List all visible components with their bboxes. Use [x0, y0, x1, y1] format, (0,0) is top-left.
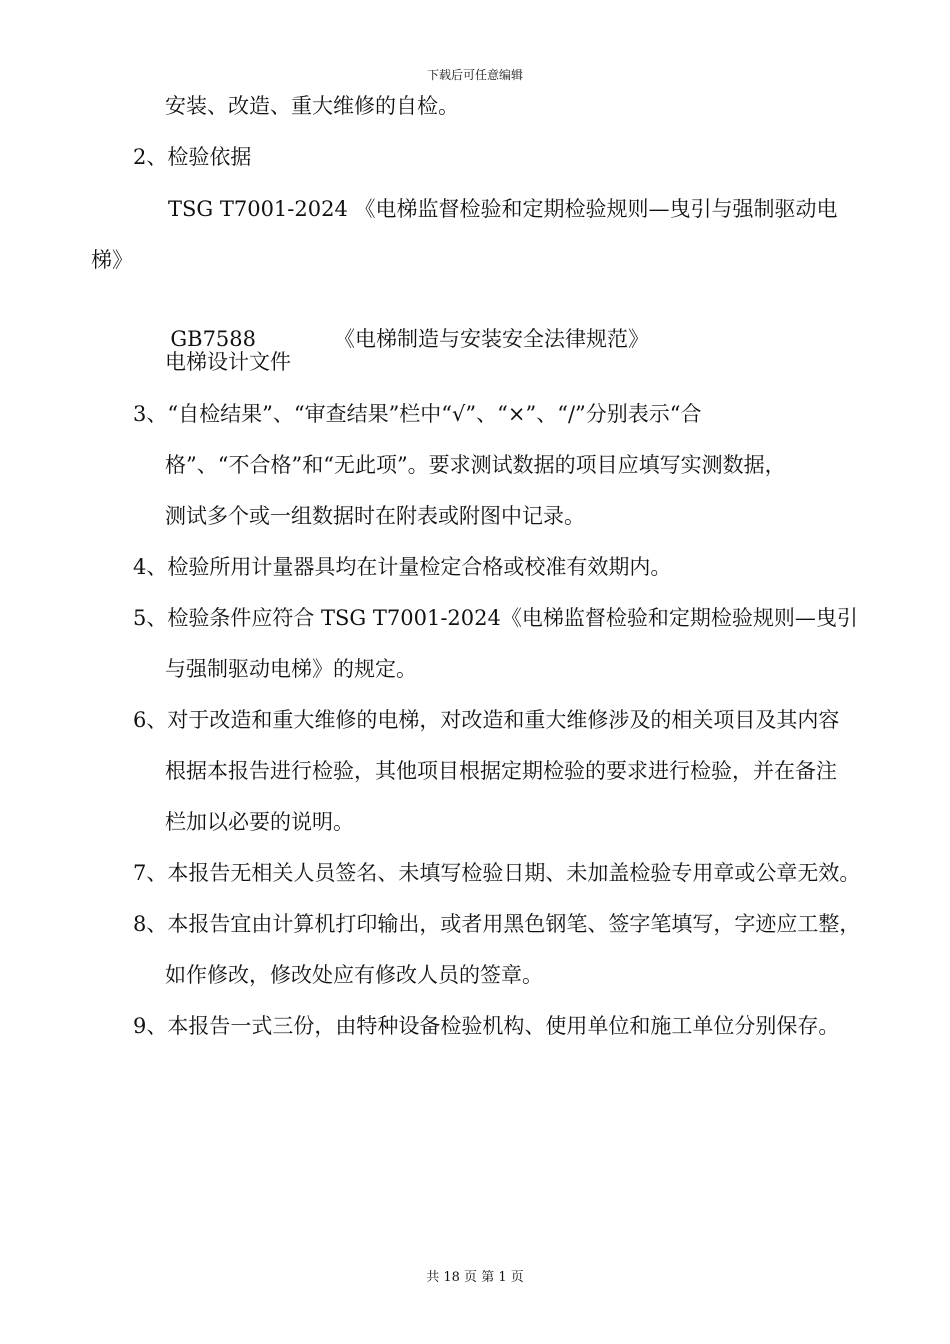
- text-line: 与强制驱动电梯》的规定。: [165, 657, 417, 681]
- page-footer: 共 18 页 第 1 页: [426, 1270, 524, 1285]
- text-line: TSG T7001-2024 《电梯监督检验和定期检验规则—曳引与强制驱动电: [168, 197, 838, 221]
- list-item: 4、检验所用计量器具均在计量检定合格或校准有效期内。: [133, 555, 672, 579]
- text-line: 测试多个或一组数据时在附表或附图中记录。: [165, 504, 585, 528]
- page-header: 下载后可任意编辑: [426, 68, 523, 82]
- list-item: 3、“自检结果”、“审查结果”栏中“√”、“×”、“/”分别表示“合: [133, 402, 702, 426]
- text-line: 梯》: [91, 248, 133, 272]
- list-item: 6、对于改造和重大维修的电梯，对改造和重大维修涉及的相关项目及其内容: [133, 708, 840, 732]
- standard-title: 《电梯制造与安装安全法律规范》: [334, 327, 650, 351]
- list-item: 5、检验条件应符合 TSG T7001-2024《电梯监督检验和定期检验规则—曳引: [133, 606, 858, 630]
- text-line: 电梯设计文件: [165, 350, 291, 374]
- text-line: 根据本报告进行检验，其他项目根据定期检验的要求进行检验，并在备注: [165, 759, 837, 783]
- section-heading: 2、检验依据: [133, 145, 252, 169]
- text-line: 安装、改造、重大维修的自检。: [165, 94, 459, 118]
- list-item: 8、本报告宜由计算机打印输出，或者用黑色钢笔、签字笔填写，字迹应工整，: [133, 912, 861, 936]
- standard-code: GB7588: [170, 327, 257, 351]
- list-item: 9、本报告一式三份，由特种设备检验机构、使用单位和施工单位分别保存。: [133, 1014, 840, 1038]
- text-line: 栏加以必要的说明。: [165, 810, 354, 834]
- list-item: 7、本报告无相关人员签名、未填写检验日期、未加盖检验专用章或公章无效。: [133, 861, 861, 885]
- text-line: 如作修改，修改处应有修改人员的签章。: [165, 963, 543, 987]
- text-line: 格”、“不合格”和“无此项”。要求测试数据的项目应填写实测数据，: [165, 453, 786, 477]
- standard-line: [157, 297, 649, 353]
